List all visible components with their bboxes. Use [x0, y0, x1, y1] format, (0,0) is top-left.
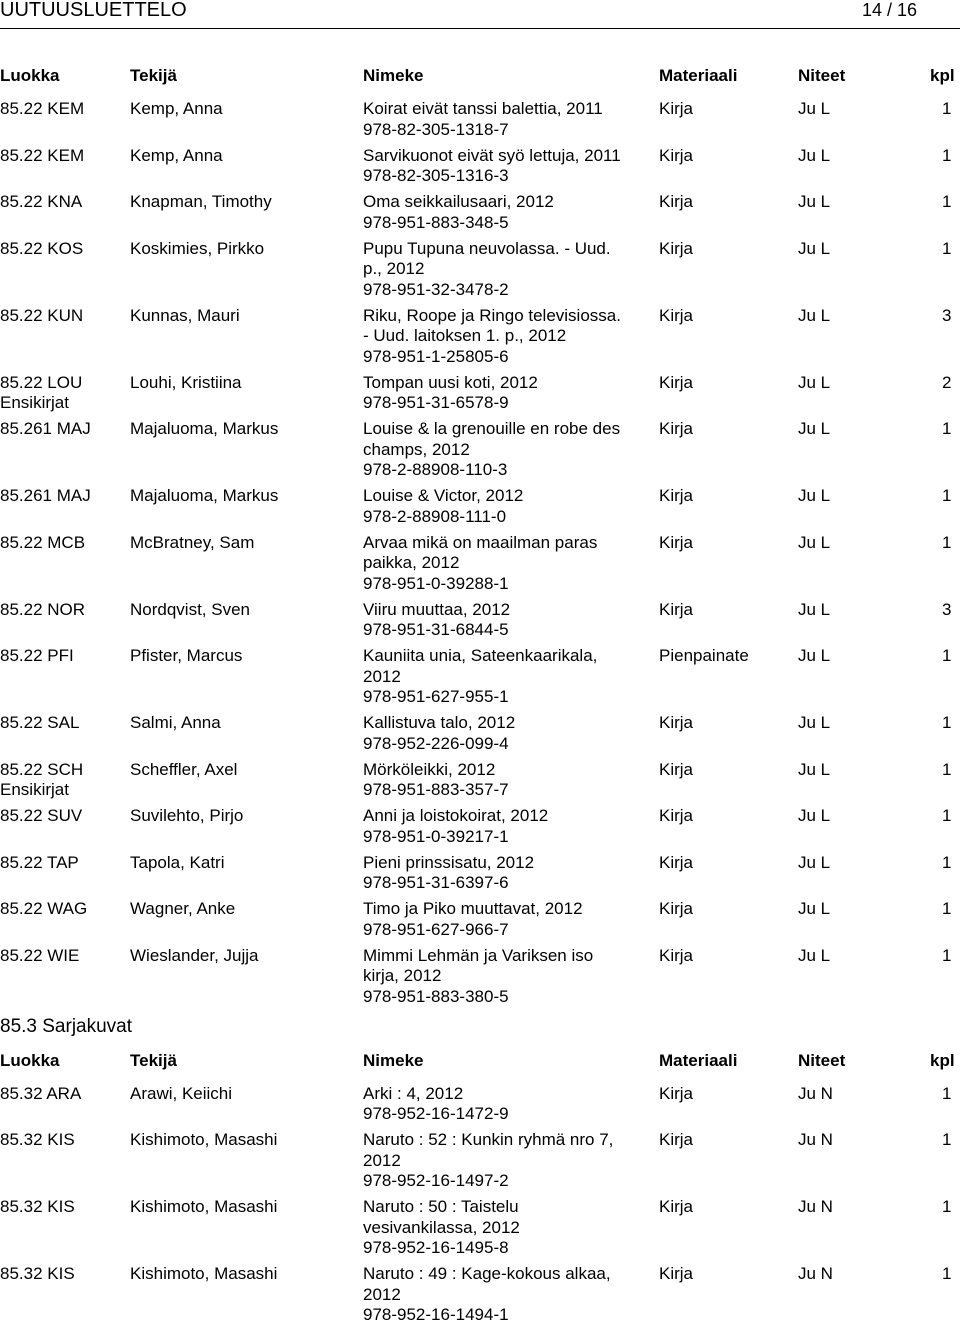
cell-materiaali: Kirja — [659, 99, 694, 118]
cell-kpl: 1 — [942, 1130, 952, 1149]
cell-tekija: Salmi, Anna — [130, 713, 221, 732]
column-header-materiaali: Materiaali — [659, 1050, 738, 1070]
cell-nimeke: Kauniita unia, Sateenkaarikala, 2012 978-951-627-955-1 — [363, 646, 598, 706]
column-header-nimeke: Nimeke — [363, 66, 424, 85]
cell-tekija: Majaluoma, Markus — [130, 419, 279, 438]
cell-nimeke: Pupu Tupuna neuvolassa. - Uud. p., 2012 978-951-32-3478-2 — [363, 238, 611, 299]
cell-nimeke: Naruto : 49 : Kage-kokous alkaa, 2012 978-952-16-1494-1 — [363, 1264, 611, 1324]
cell-nimeke: Viiru muuttaa, 2012 978-951-31-6844-5 — [363, 599, 511, 639]
column-header-luokka: Luokka — [0, 1050, 60, 1070]
cell-tekija: Knapman, Timothy — [130, 192, 272, 211]
cell-niteet: Ju L — [798, 899, 831, 918]
cell-tekija: McBratney, Sam — [130, 532, 255, 552]
cell-niteet: Ju L — [798, 599, 831, 619]
column-header-luokka: Luokka — [0, 66, 60, 85]
cell-niteet: Ju N — [798, 1130, 833, 1149]
cell-kpl: 1 — [942, 419, 952, 438]
cell-materiaali: Pienpainate — [659, 646, 749, 665]
table-row — [0, 1130, 960, 1192]
cell-nimeke: Koirat eivät tanssi balettia, 2011 978-82-305-1318-7 — [363, 99, 603, 139]
cell-tekija: Koskimies, Pirkko — [130, 238, 265, 258]
cell-materiaali: Kirja — [659, 1130, 694, 1149]
column-header-kpl: kpl — [930, 66, 955, 85]
cell-kpl: 1 — [942, 532, 952, 552]
cell-nimeke: Pieni prinssisatu, 2012 978-951-31-6397-6 — [363, 852, 535, 892]
table-row — [0, 239, 960, 301]
cell-tekija: Louhi, Kristiina — [130, 372, 242, 392]
cell-kpl: 1 — [942, 899, 952, 918]
cell-nimeke: Anni ja loistokoirat, 2012 978-951-0-39217-1 — [363, 806, 549, 846]
table-row — [0, 486, 960, 527]
cell-tekija: Kemp, Anna — [130, 99, 223, 118]
cell-nimeke: Sarvikuonot eivät syö lettuja, 2011 978-82-305-1316-3 — [363, 145, 621, 185]
cell-materiaali: Kirja — [659, 486, 694, 505]
cell-kpl: 1 — [942, 486, 952, 505]
column-header-row — [0, 66, 960, 88]
table-row — [0, 373, 960, 414]
cell-tekija: Kemp, Anna — [130, 145, 223, 165]
cell-luokka: 85.261 MAJ — [0, 419, 91, 438]
page-number: 14 / 16 — [862, 0, 918, 20]
cell-niteet: Ju L — [798, 99, 831, 118]
cell-kpl: 1 — [942, 1197, 952, 1216]
cell-materiaali: Kirja — [659, 238, 694, 258]
cell-tekija: Pfister, Marcus — [130, 646, 243, 665]
cell-materiaali: Kirja — [659, 945, 694, 965]
cell-luokka: 85.32 ARA — [0, 1083, 82, 1103]
page-title: UUTUUSLUETTELO — [0, 0, 187, 21]
table-row — [0, 192, 960, 233]
cell-luokka: 85.22 LOU Ensikirjat — [0, 372, 83, 412]
cell-nimeke: Tompan uusi koti, 2012 978-951-31-6578-9 — [363, 372, 538, 412]
cell-luokka: 85.22 SAL — [0, 713, 80, 732]
cell-luokka: 85.22 TAP — [0, 852, 79, 872]
cell-tekija: Kunnas, Mauri — [130, 305, 240, 325]
cell-tekija: Wagner, Anke — [130, 899, 236, 918]
column-header-tekija: Tekijä — [130, 66, 177, 85]
cell-luokka: 85.22 NOR — [0, 599, 86, 619]
cell-luokka: 85.22 WIE — [0, 945, 80, 965]
cell-niteet: Ju N — [798, 1083, 833, 1103]
cell-tekija: Majaluoma, Markus — [130, 486, 279, 505]
cell-tekija: Tapola, Katri — [130, 852, 225, 872]
cell-materiaali: Kirja — [659, 806, 694, 825]
cell-luokka: 85.261 MAJ — [0, 486, 91, 505]
cell-tekija: Kishimoto, Masashi — [130, 1264, 278, 1283]
header-divider — [0, 28, 960, 29]
cell-nimeke: Mörköleikki, 2012 978-951-883-357-7 — [363, 759, 509, 799]
cell-luokka: 85.32 KIS — [0, 1130, 75, 1149]
cell-nimeke: Arki : 4, 2012 978-952-16-1472-9 — [363, 1083, 509, 1123]
table-row — [0, 853, 960, 894]
cell-kpl: 1 — [942, 806, 952, 825]
cell-luokka: 85.22 KEM — [0, 99, 85, 118]
cell-materiaali: Kirja — [659, 419, 694, 438]
cell-kpl: 2 — [942, 372, 952, 392]
cell-luokka: 85.32 KIS — [0, 1264, 75, 1283]
cell-nimeke: Naruto : 52 : Kunkin ryhmä nro 7, 2012 978-952-16-1497-2 — [363, 1130, 614, 1190]
table-row — [0, 899, 960, 940]
cell-luokka: 85.22 MCB — [0, 532, 86, 552]
cell-nimeke: Riku, Roope ja Ringo televisiossa. - Uud. laitoksen 1. p., 2012 978-951-1-25805-6 — [363, 305, 621, 366]
cell-luokka: 85.22 SUV — [0, 806, 83, 825]
cell-materiaali: Kirja — [659, 759, 694, 779]
cell-kpl: 1 — [942, 945, 952, 965]
cell-kpl: 3 — [942, 305, 952, 325]
cell-materiaali: Kirja — [659, 192, 694, 211]
cell-niteet: Ju L — [798, 305, 831, 325]
cell-kpl: 1 — [942, 1083, 952, 1103]
cell-niteet: Ju L — [798, 419, 831, 438]
cell-luokka: 85.22 SCH Ensikirjat — [0, 759, 84, 799]
table-row — [0, 1264, 960, 1326]
cell-niteet: Ju L — [798, 532, 831, 552]
cell-materiaali: Kirja — [659, 1264, 694, 1283]
cell-materiaali: Kirja — [659, 1083, 694, 1103]
cell-kpl: 1 — [942, 759, 952, 779]
column-header-nimeke: Nimeke — [363, 1050, 424, 1070]
cell-niteet: Ju L — [798, 759, 831, 779]
cell-materiaali: Kirja — [659, 145, 694, 165]
cell-tekija: Arawi, Keiichi — [130, 1083, 233, 1103]
cell-kpl: 1 — [942, 1264, 952, 1283]
cell-materiaali: Kirja — [659, 599, 694, 619]
table-row — [0, 533, 960, 595]
table-row — [0, 600, 960, 641]
cell-kpl: 1 — [942, 852, 952, 872]
table-row — [0, 1197, 960, 1259]
table-row — [0, 419, 960, 481]
cell-niteet: Ju L — [798, 238, 831, 258]
cell-nimeke: Oma seikkailusaari, 2012 978-951-883-348-5 — [363, 192, 554, 232]
cell-luokka: 85.32 KIS — [0, 1197, 75, 1216]
cell-tekija: Nordqvist, Sven — [130, 599, 250, 619]
cell-luokka: 85.22 KUN — [0, 305, 84, 325]
cell-materiaali: Kirja — [659, 713, 694, 732]
column-header-kpl: kpl — [930, 1050, 955, 1070]
cell-materiaali: Kirja — [659, 899, 694, 918]
cell-kpl: 3 — [942, 599, 952, 619]
cell-materiaali: Kirja — [659, 532, 694, 552]
cell-kpl: 1 — [942, 646, 952, 665]
cell-kpl: 1 — [942, 99, 952, 118]
cell-tekija: Wieslander, Jujja — [130, 945, 259, 965]
cell-materiaali: Kirja — [659, 372, 694, 392]
column-header-niteet: Niteet — [798, 1050, 846, 1070]
cell-nimeke: Arvaa mikä on maailman paras paikka, 2012 978-951-0-39288-1 — [363, 532, 598, 593]
table-row — [0, 99, 960, 140]
cell-niteet: Ju L — [798, 806, 831, 825]
column-header-materiaali: Materiaali — [659, 66, 738, 85]
cell-kpl: 1 — [942, 145, 952, 165]
column-header-niteet: Niteet — [798, 66, 846, 85]
cell-niteet: Ju L — [798, 486, 831, 505]
cell-tekija: Scheffler, Axel — [130, 759, 238, 779]
cell-niteet: Ju N — [798, 1197, 833, 1216]
cell-nimeke: Timo ja Piko muuttavat, 2012 978-951-627-966-7 — [363, 899, 583, 939]
cell-kpl: 1 — [942, 192, 952, 211]
cell-niteet: Ju L — [798, 145, 831, 165]
cell-tekija: Suvilehto, Pirjo — [130, 806, 244, 825]
cell-kpl: 1 — [942, 238, 952, 258]
section-title: 85.3 Sarjakuvat — [0, 1015, 133, 1037]
cell-niteet: Ju L — [798, 192, 831, 211]
cell-niteet: Ju L — [798, 945, 831, 965]
cell-luokka: 85.22 KOS — [0, 238, 84, 258]
cell-luokka: 85.22 PFI — [0, 646, 74, 665]
table-row — [0, 306, 960, 368]
cell-materiaali: Kirja — [659, 1197, 694, 1216]
cell-niteet: Ju L — [798, 713, 831, 732]
cell-nimeke: Mimmi Lehmän ja Variksen iso kirja, 2012 978-951-883-380-5 — [363, 945, 594, 1006]
cell-nimeke: Kallistuva talo, 2012 978-952-226-099-4 — [363, 713, 516, 753]
table-row — [0, 146, 960, 187]
column-header-row — [0, 1051, 960, 1073]
cell-nimeke: Naruto : 50 : Taistelu vesivankilassa, 2012 978-952-16-1495-8 — [363, 1197, 520, 1257]
cell-materiaali: Kirja — [659, 305, 694, 325]
cell-kpl: 1 — [942, 713, 952, 732]
cell-niteet: Ju L — [798, 372, 831, 392]
table-row — [0, 806, 960, 847]
column-header-tekija: Tekijä — [130, 1050, 177, 1070]
table-row — [0, 946, 960, 1008]
cell-tekija: Kishimoto, Masashi — [130, 1197, 278, 1216]
table-row — [0, 1084, 960, 1125]
cell-materiaali: Kirja — [659, 852, 694, 872]
cell-nimeke: Louise & la grenouille en robe des champs, 2012 978-2-88908-110-3 — [363, 419, 621, 479]
cell-luokka: 85.22 WAG — [0, 899, 88, 918]
table-row — [0, 646, 960, 708]
table-row — [0, 760, 960, 801]
cell-nimeke: Louise & Victor, 2012 978-2-88908-111-0 — [363, 486, 524, 526]
table-row — [0, 713, 960, 754]
cell-niteet: Ju L — [798, 646, 831, 665]
cell-luokka: 85.22 KNA — [0, 192, 83, 211]
cell-niteet: Ju L — [798, 852, 831, 872]
cell-luokka: 85.22 KEM — [0, 145, 85, 165]
cell-niteet: Ju N — [798, 1264, 833, 1283]
cell-tekija: Kishimoto, Masashi — [130, 1130, 278, 1149]
